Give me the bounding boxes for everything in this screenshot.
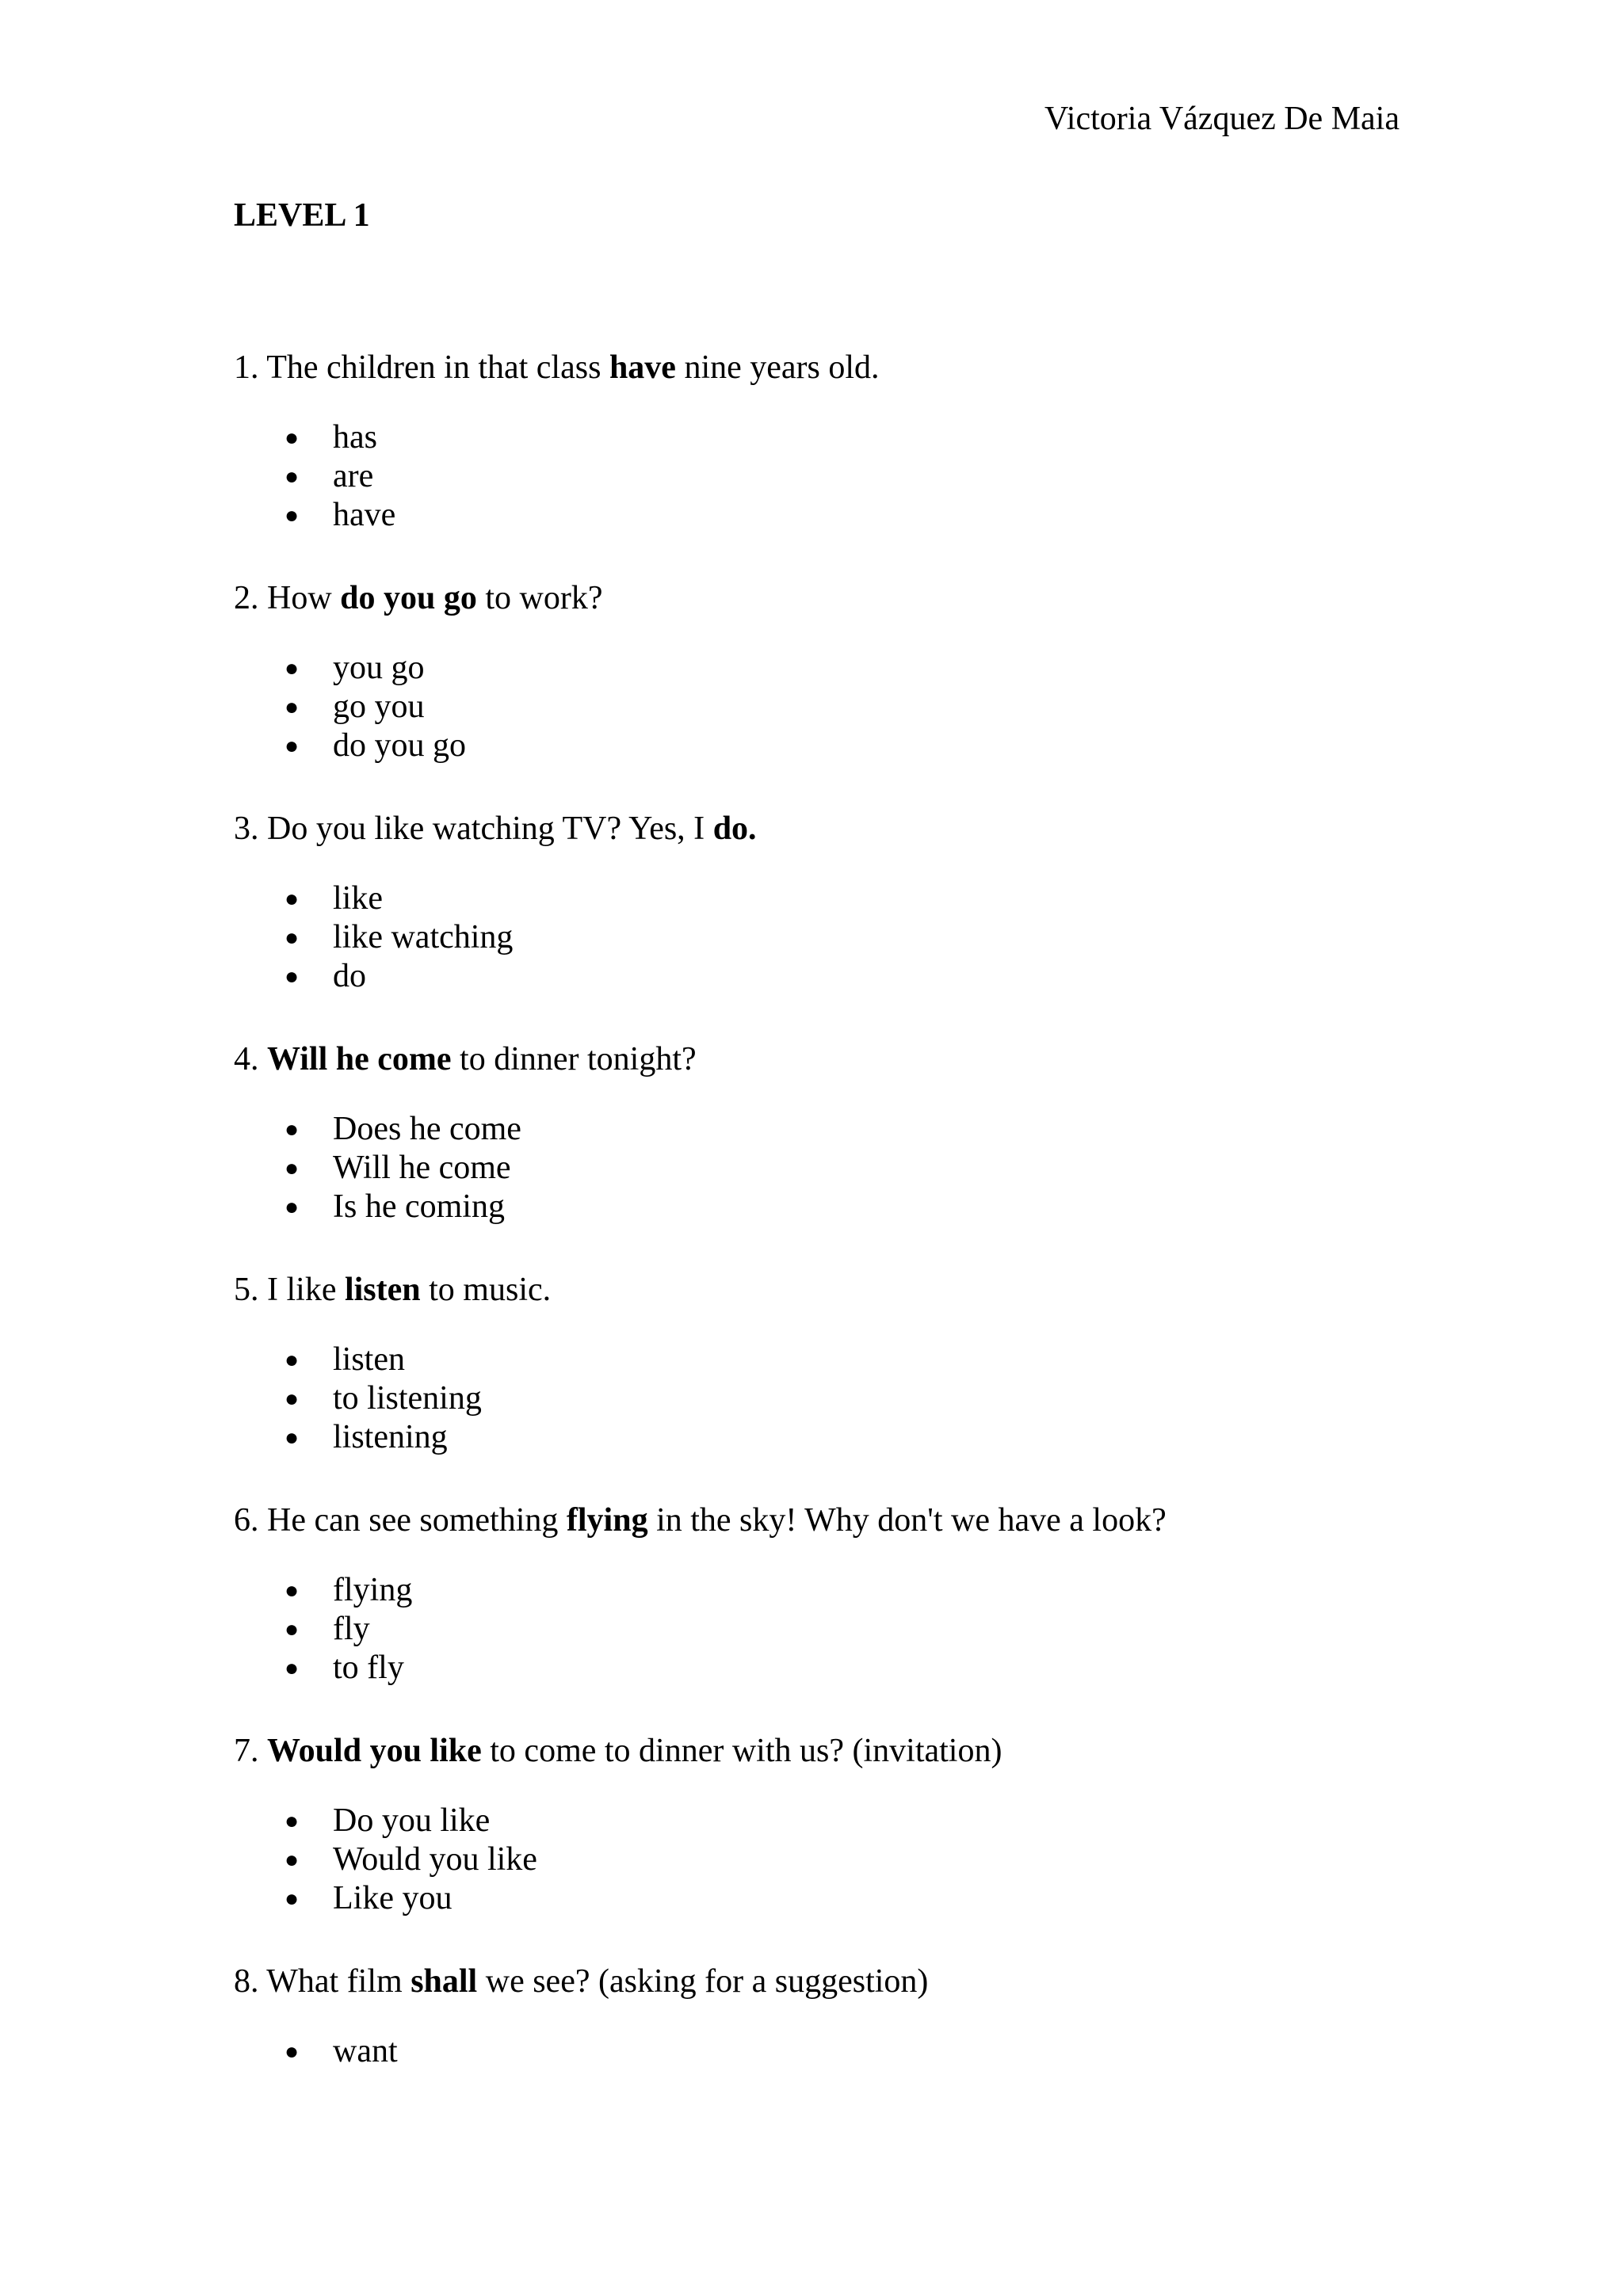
option-label: Do you like (333, 1802, 491, 1839)
option-label: like (333, 880, 383, 917)
option-list (234, 879, 1423, 996)
option-list (234, 1802, 1423, 1918)
question-item (234, 803, 1423, 996)
option-list (234, 418, 1423, 535)
question-text-before: I like (258, 1272, 345, 1308)
question-number: 7. (234, 1733, 259, 1769)
option-item (234, 688, 1423, 727)
option-label: have (333, 497, 396, 533)
option-item (234, 418, 1423, 457)
question-text (234, 1956, 1423, 2007)
question-highlight: Will he come (267, 1041, 452, 1077)
bullet-icon: ● (285, 2039, 300, 2065)
question-number: 5. (234, 1272, 259, 1308)
bullet-icon: ● (285, 502, 300, 528)
question-number: 1. (234, 349, 259, 386)
question-text-after: to music. (420, 1272, 552, 1308)
bullet-icon: ● (285, 1347, 300, 1373)
bullet-icon: ● (285, 733, 300, 759)
question-text-before: He can see something (258, 1502, 567, 1539)
option-label: Is he coming (333, 1188, 505, 1225)
bullet-icon: ● (285, 1808, 300, 1834)
option-item (234, 649, 1423, 688)
question-text-before (259, 1733, 268, 1769)
question-text-after: to come to dinner with us? (invitation) (481, 1733, 1002, 1769)
option-label: you go (333, 650, 425, 686)
option-label: want (333, 2033, 398, 2069)
option-item (234, 1379, 1423, 1418)
question-text (234, 1034, 1423, 1085)
question-item (234, 1726, 1423, 1918)
question-text-before: The children in that class (258, 349, 609, 386)
option-label: do you go (333, 727, 466, 764)
option-label: Would you like (333, 1841, 537, 1878)
question-highlight: do. (712, 810, 757, 847)
bullet-icon: ● (285, 1847, 300, 1873)
question-highlight: shall (411, 1963, 478, 2000)
option-label: listening (333, 1419, 448, 1455)
bullet-icon: ● (285, 463, 300, 490)
option-item (234, 1149, 1423, 1188)
question-text-after: we see? (asking for a suggestion) (477, 1963, 929, 2000)
option-label: are (333, 458, 374, 494)
bullet-icon: ● (285, 1116, 300, 1142)
question-text-before: What film (258, 1963, 411, 2000)
option-list (234, 2032, 1423, 2071)
option-list (234, 1110, 1423, 1226)
bullet-icon: ● (285, 1577, 300, 1604)
question-item (234, 1264, 1423, 1457)
question-text-before: How (258, 580, 341, 616)
bullet-icon: ● (285, 655, 300, 681)
question-number: 3. (234, 810, 259, 847)
option-item (234, 1418, 1423, 1457)
option-item (234, 1802, 1423, 1840)
question-item (234, 1956, 1423, 2071)
question-highlight: do you go (340, 580, 477, 616)
option-label: to listening (333, 1380, 482, 1417)
question-text-after: to work? (476, 580, 603, 616)
question-text-before (259, 1041, 268, 1077)
question-text-after: to dinner tonight? (451, 1041, 697, 1077)
question-text (234, 1264, 1423, 1315)
option-item (234, 879, 1423, 918)
option-item (234, 957, 1423, 996)
question-text-after: nine years old. (675, 349, 880, 386)
question-text-before: Do you like watching TV? Yes, I (258, 810, 713, 847)
bullet-icon: ● (285, 886, 300, 912)
question-item (234, 573, 1423, 765)
option-item (234, 1610, 1423, 1649)
question-highlight: Would you like (267, 1733, 482, 1769)
question-list (234, 342, 1423, 2109)
bullet-icon: ● (285, 1616, 300, 1642)
option-item (234, 918, 1423, 957)
option-label: listen (333, 1341, 405, 1378)
option-label: fly (333, 1611, 370, 1647)
question-text (234, 1726, 1423, 1776)
question-text-after: in the sky! Why don't we have a look? (647, 1502, 1167, 1539)
option-list (234, 1341, 1423, 1457)
option-label: go you (333, 688, 425, 725)
question-highlight: listen (344, 1272, 421, 1308)
option-item (234, 1571, 1423, 1610)
option-item (234, 727, 1423, 765)
bullet-icon: ● (285, 425, 300, 451)
option-item (234, 496, 1423, 535)
option-item (234, 1840, 1423, 1879)
bullet-icon: ● (285, 925, 300, 951)
option-label: has (333, 419, 377, 456)
option-list (234, 649, 1423, 765)
option-item (234, 1341, 1423, 1379)
question-text (234, 342, 1423, 393)
question-highlight: have (609, 349, 676, 386)
bullet-icon: ● (285, 1155, 300, 1181)
option-item (234, 1188, 1423, 1226)
question-number: 6. (234, 1502, 259, 1539)
option-label: to fly (333, 1650, 404, 1686)
question-item (234, 1034, 1423, 1226)
option-item (234, 2032, 1423, 2071)
option-label: like watching (333, 919, 514, 955)
option-label: Like you (333, 1880, 453, 1917)
question-number: 2. (234, 580, 259, 616)
bullet-icon: ● (285, 1194, 300, 1220)
option-item (234, 1110, 1423, 1149)
option-label: Will he come (333, 1150, 511, 1186)
option-list (234, 1571, 1423, 1688)
bullet-icon: ● (285, 963, 300, 990)
question-text (234, 1495, 1423, 1546)
question-text (234, 803, 1423, 854)
option-label: Does he come (333, 1111, 521, 1147)
bullet-icon: ● (285, 1655, 300, 1681)
level-heading: LEVEL 1 (234, 197, 370, 234)
option-item (234, 1649, 1423, 1688)
option-item (234, 1879, 1423, 1918)
author-name: Victoria Vázquez De Maia (1044, 101, 1400, 137)
bullet-icon: ● (285, 1886, 300, 1912)
question-item (234, 1495, 1423, 1688)
question-highlight: flying (566, 1502, 648, 1539)
question-item (234, 342, 1423, 535)
bullet-icon: ● (285, 694, 300, 720)
question-number: 8. (234, 1963, 259, 2000)
option-item (234, 457, 1423, 496)
bullet-icon: ● (285, 1386, 300, 1412)
option-label: do (333, 958, 366, 994)
option-label: flying (333, 1572, 413, 1608)
question-text (234, 573, 1423, 624)
question-number: 4. (234, 1041, 259, 1077)
bullet-icon: ● (285, 1425, 300, 1451)
